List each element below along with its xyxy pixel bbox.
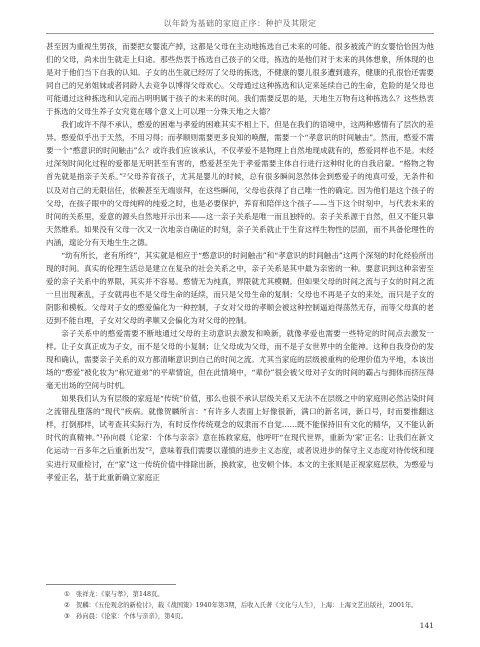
footnote <box>46 611 434 622</box>
footnote-rule <box>46 584 176 585</box>
footnote-marker: ① <box>64 591 70 598</box>
footnote-text: 孙向晨：《论家：个体与亲亲》，第4页。 <box>76 613 188 620</box>
footnotes <box>46 589 434 622</box>
paragraph: 我们或许不得不承认，憨爱的困难与孝爱的困难其实不相上下。但是在我们的语境中，这两种感情有了层次的差异。憨爱似乎出于天然，不用习得；而孝顺则需要更多良知的唤醒，需要一个“孝意识的时间触击”。然而，憨爱不需要一个“憨意识的时间触击”么？或许我们应该承认，不仅孝爱不是物理上自然地现成就有的，憨爱同样也不是。未经过深刻时间化过程的爱都是无明甚至有害的，憨爱甚至先于孝爱需要主体自行进行这种时化的自我启蒙。“格物之物首先就是指亲子关系。”²父母养育孩子，尤其是婴儿的时候，总有很多瞬间忽然体会到憨爱子的纯真可爱，无条件和以及对自己的无限信任，依赖甚至无端崇拜，在这些瞬间，父母也获得了自己唯一性的确定。因为他们是这个孩子的父母，在孩子眼中的父母纯粹的纯爱之时，也是必要保护，养育和陪伴这个孩子——当下这个时刻中，与代表未来的时间的关系里，爱意的源头自然地开示出来——这一亲子关系是唯一而且独特的。亲子关系源于自然，但又不能只靠天然维系。如果没有父母一次又一次地亲自确证的时刻，亲子关系就止于生育这样生物性的层面，而不具备伦理性的内涵，遑论分有天地生生之德。 <box>46 120 434 247</box>
footnote-marker: ③ <box>64 613 70 620</box>
page-number: 141 <box>419 621 434 630</box>
footnote-text: 贺麟：《五伦观念的新检讨》，载《战国策》1940年第3期，后收入氏著《文化与人生》，上海：上海文艺出版社，2001年。 <box>76 602 418 609</box>
paragraph: 亲子关系中的憨爱需要不断地通过父母的主动意识去激发和唤新，就像孝爱也需要一些特定的时间点去激发一样。让子女真正成为子女，而不是父母的小复制；让父母成为父母，而不是子女世界中的全能神。这种自我身份的发现和确认，需要亲子关系的双方都清晰意识到自己的时间之流。尤其当家庭的层级被重构的伦理价值为平地，本该出场的“憨爱”被化妆为“称兄道弟”的平辈情谊，但在此情境中，“辈份”很会被父母对子女的时间的霸占与拥体而挤压得毫无出场的空间与时机。 <box>46 329 434 391</box>
paragraph: 如果我们认为有层级的家庭是“传统”价值，那么也很不承认层级关系又无法不在层级之中的家庭则必然沾染时间之流错乱堕落的“现代”疾病。就像贺麟所言：“有许多人表面上好像很新，满口的新名词，新口号，时而要推翻这样，打倒那样，试考查其实际行为，有时反作传统观念的奴隶而不自觉……既不能保持旧有文化的精华，又不能认新时代的真精神。”¹孙向晨《论家：个体与亲亲》意在拣救家庭，他呼吁“在现代世界，重新为‘家’正名；让我们在新文化运动一百多年之后重新出发”²，意味着我们需要以谨慎的进步主义态度，或者说进步的保守主义态度对待传统和现实进行双重检讨，在“家”这一传统价值中排除出新，换救家，也安顿个体。本文的主张则是正视家庭层秩，为憨爱与孝爱正名，基于此重新确立家庭正 <box>46 394 434 482</box>
paragraph: “幼有所长，老有所终”，其实就是相应于“憨意识的时间触击”和“孝意识的时间触击”这两个深刻的时化经验所出现的时间。真实的伦理生活总是建立在复杂的社会关系之中，亲子关系是其中最为亲密的一种。要意识到这种亲密至爱的亲子关系中的界限，其实并不容易。憨情无为纯真，界限就尤其模糊。但如果父母的时间之流与子女的时间之流一旦出现紊乱，子女就再也不是父母生命的延续，而只是父母生命的复制；父母也不再是子女的来处，而只是子女的阴影和模板。父母对子女的憨爱偏化为一种控制，子女对父母的孝顺会被这种控制逼迫得荡然无存，而等父母真的老迈到不能自理，子女对父母的孝顺又会偏化为对父母的控制。 <box>46 250 434 325</box>
footnote-text: 张祥龙：《家与孝》，第148页。 <box>76 591 164 598</box>
header-rule <box>46 33 434 34</box>
footnote-marker: ② <box>64 602 70 609</box>
running-header: 以年龄为基础的家庭正序：种护及其限定 <box>163 19 317 28</box>
body-text <box>46 40 434 484</box>
footnote <box>46 600 434 611</box>
footnote <box>46 589 434 600</box>
paragraph: 甚至因为重视生男孩，而要把女婴流产掉，这都是父母在主动地拣选自己未来的可能。很多被流产的女婴恰恰因为他们的父母，尚未出生就走上归途。那些热衷于拣选自己孩子的父母，拣选的是他们对于未来的具体想象，所体现的也是对于他们当下自我的认知。子女的出生就已经厉了父母的拣选，不健康的婴儿很多遭到遗弃，健康的孔很恰还需要同自己的兄弟姐妹或者同龄人去竞争以博得父母欢心。父母通过这种拣选和认定来延续自己的生命，危险的是父母也可能通过这种拣选和认定而占明明属于孩子的未来的时间。我们需要反思的是，天地生万物有这种拣选么？这些热衷于拣选的父母生养子女究竟在哪个意义上可以理一分殊天地之大德？ <box>46 42 434 117</box>
